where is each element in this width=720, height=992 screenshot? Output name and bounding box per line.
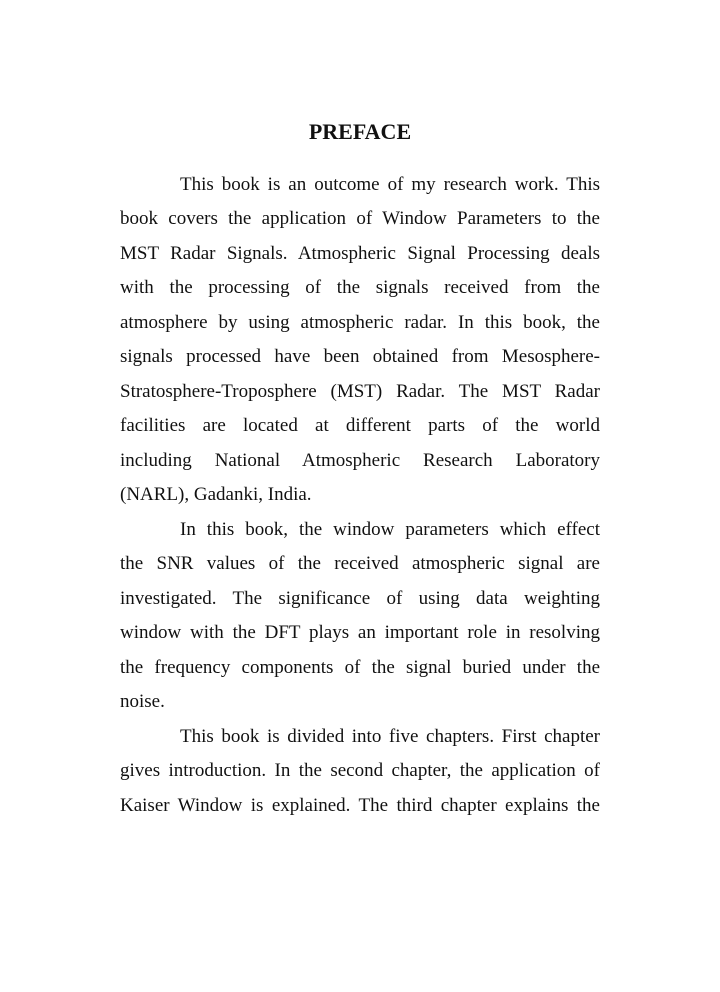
page-title: PREFACE — [308, 119, 412, 144]
text-line: book covers the application of Window Parameters to the — [120, 208, 600, 229]
text-line: (NARL), Gadanki, India. — [120, 484, 312, 505]
text-line: gives introduction. In the second chapter, the application of — [120, 760, 600, 781]
text-line: Stratosphere-Troposphere (MST) Radar. The MST Radar — [120, 381, 600, 402]
text-line: signals processed have been obtained from Mesosphere- — [120, 346, 600, 367]
text-line: including National Atmospheric Research Laboratory — [120, 450, 600, 471]
text-line: the SNR values of the received atmospheric signal are — [120, 553, 600, 574]
text-line: window with the DFT plays an important role in resolving — [120, 622, 600, 643]
text-line: noise. — [120, 691, 165, 712]
text-line: Kaiser Window is explained. The third chapter explains the — [120, 795, 600, 816]
text-line: facilities are located at different parts of the world — [120, 415, 600, 436]
text-line: MST Radar Signals. Atmospheric Signal Processing deals — [120, 243, 600, 264]
text-line: In this book, the window parameters which effect — [180, 519, 600, 540]
text-line: the frequency components of the signal buried under the — [120, 657, 600, 678]
text-line: with the processing of the signals received from the — [120, 277, 600, 298]
text-line: This book is an outcome of my research work. This — [180, 174, 600, 195]
text-line: atmosphere by using atmospheric radar. In this book, the — [120, 312, 600, 333]
text-line: This book is divided into five chapters. First chapter — [180, 726, 600, 747]
text-line: investigated. The significance of using data weighting — [120, 588, 600, 609]
